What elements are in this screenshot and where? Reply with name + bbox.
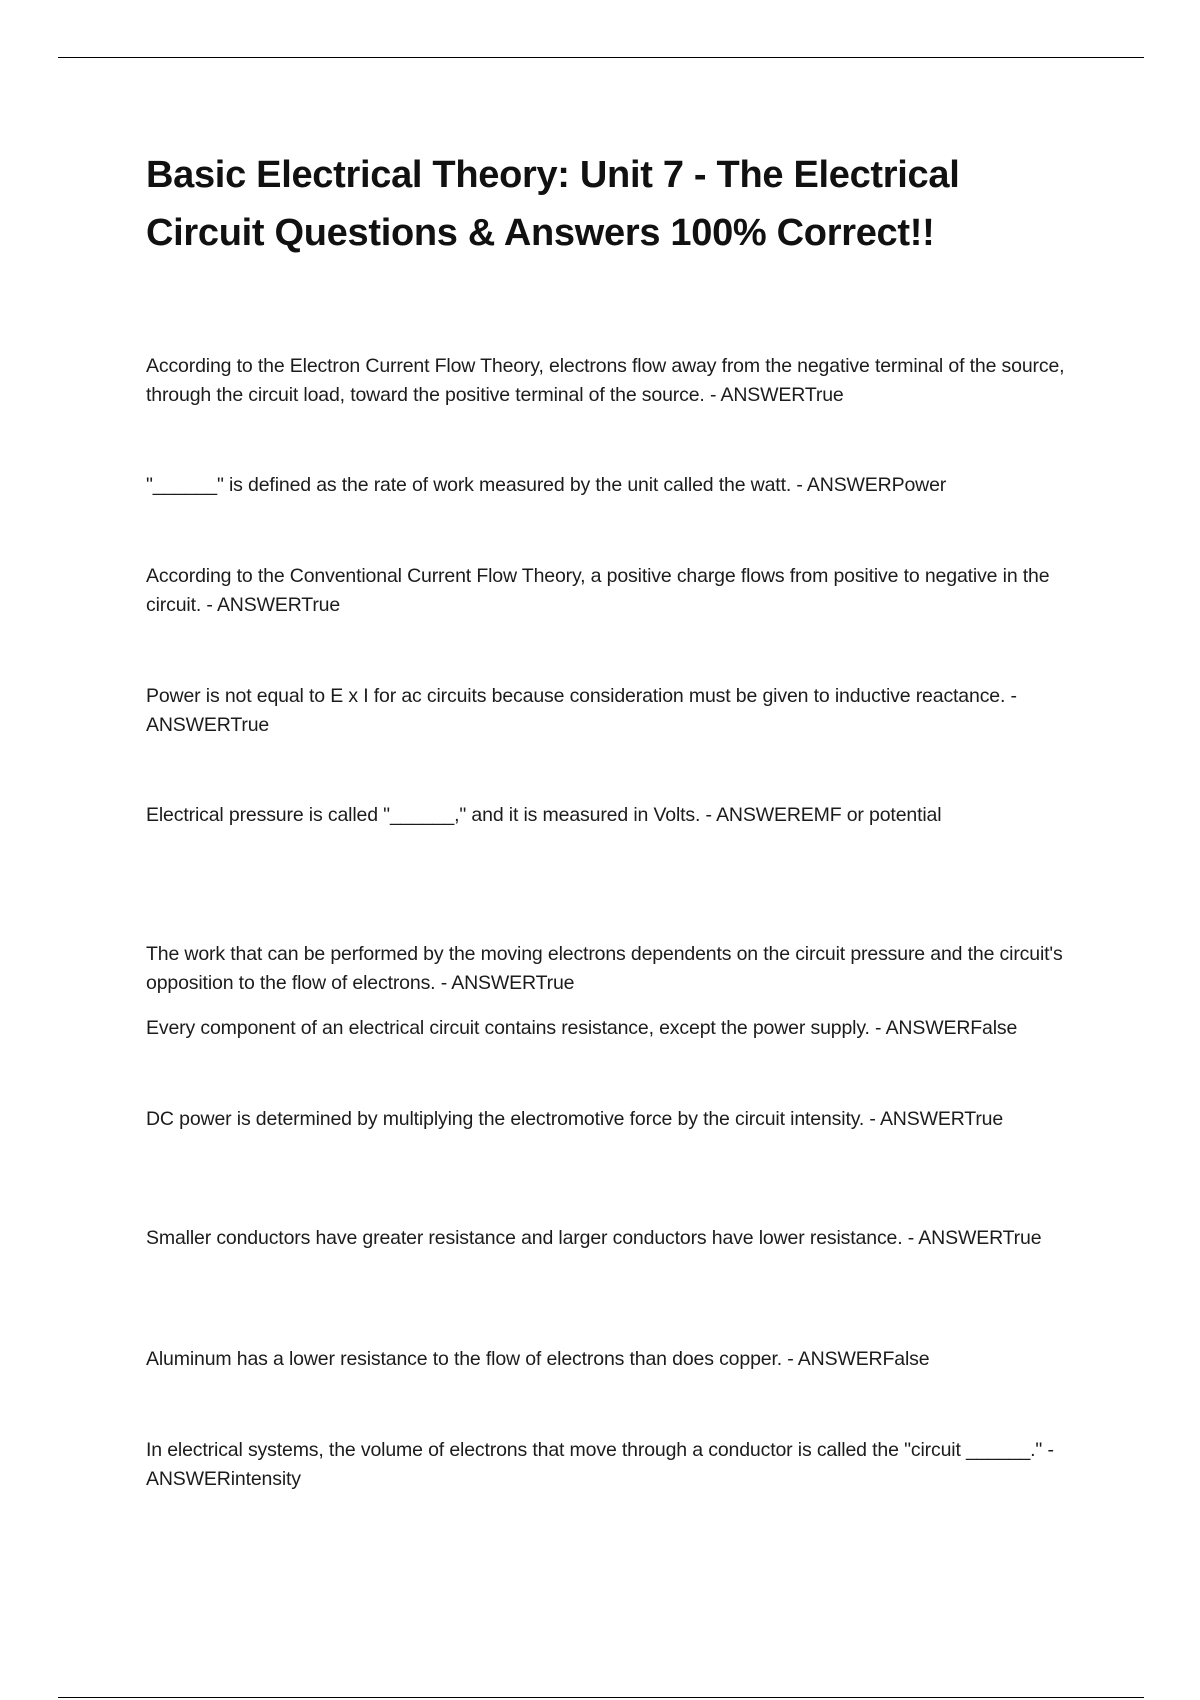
qa-item: Aluminum has a lower resistance to the flow of electrons than does copper. - ANSWERFalse [146, 1348, 930, 1370]
qa-item: Smaller conductors have greater resistance and larger conductors have lower resistance. - ANSWERTrue [146, 1227, 1042, 1249]
qa-item: Power is not equal to E x I for ac circuits because consideration must be given to inductive reactance. - ANSWERTrue [146, 685, 1017, 736]
qa-item: Every component of an electrical circuit contains resistance, except the power supply. - ANSWERFalse [146, 1017, 1018, 1039]
top-divider [58, 57, 1144, 58]
qa-item: According to the Electron Current Flow Theory, electrons flow away from the negative terminal of the source, through the circuit load, toward the positive terminal of the source. - ANSWERTrue [146, 355, 1065, 406]
qa-item: "______" is defined as the rate of work measured by the unit called the watt. - ANSWERPower [146, 474, 947, 496]
qa-item: According to the Conventional Current Flow Theory, a positive charge flows from positive to negative in the circuit. - ANSWERTrue [146, 565, 1050, 616]
qa-item: Electrical pressure is called "______," and it is measured in Volts. - ANSWEREMF or potential [146, 804, 942, 826]
bottom-divider [58, 1697, 1144, 1698]
qa-item: DC power is determined by multiplying the electromotive force by the circuit intensity. - ANSWERTrue [146, 1108, 1004, 1130]
qa-item: The work that can be performed by the moving electrons dependents on the circuit pressure and the circuit's opposition to the flow of electrons. - ANSWERTrue [146, 943, 1063, 994]
document-title: Basic Electrical Theory: Unit 7 - The Electrical Circuit Questions & Answers 100% Correct!! [146, 154, 960, 254]
qa-item: In electrical systems, the volume of electrons that move through a conductor is called the "circuit ______." - ANSWERintensity [146, 1439, 1054, 1490]
